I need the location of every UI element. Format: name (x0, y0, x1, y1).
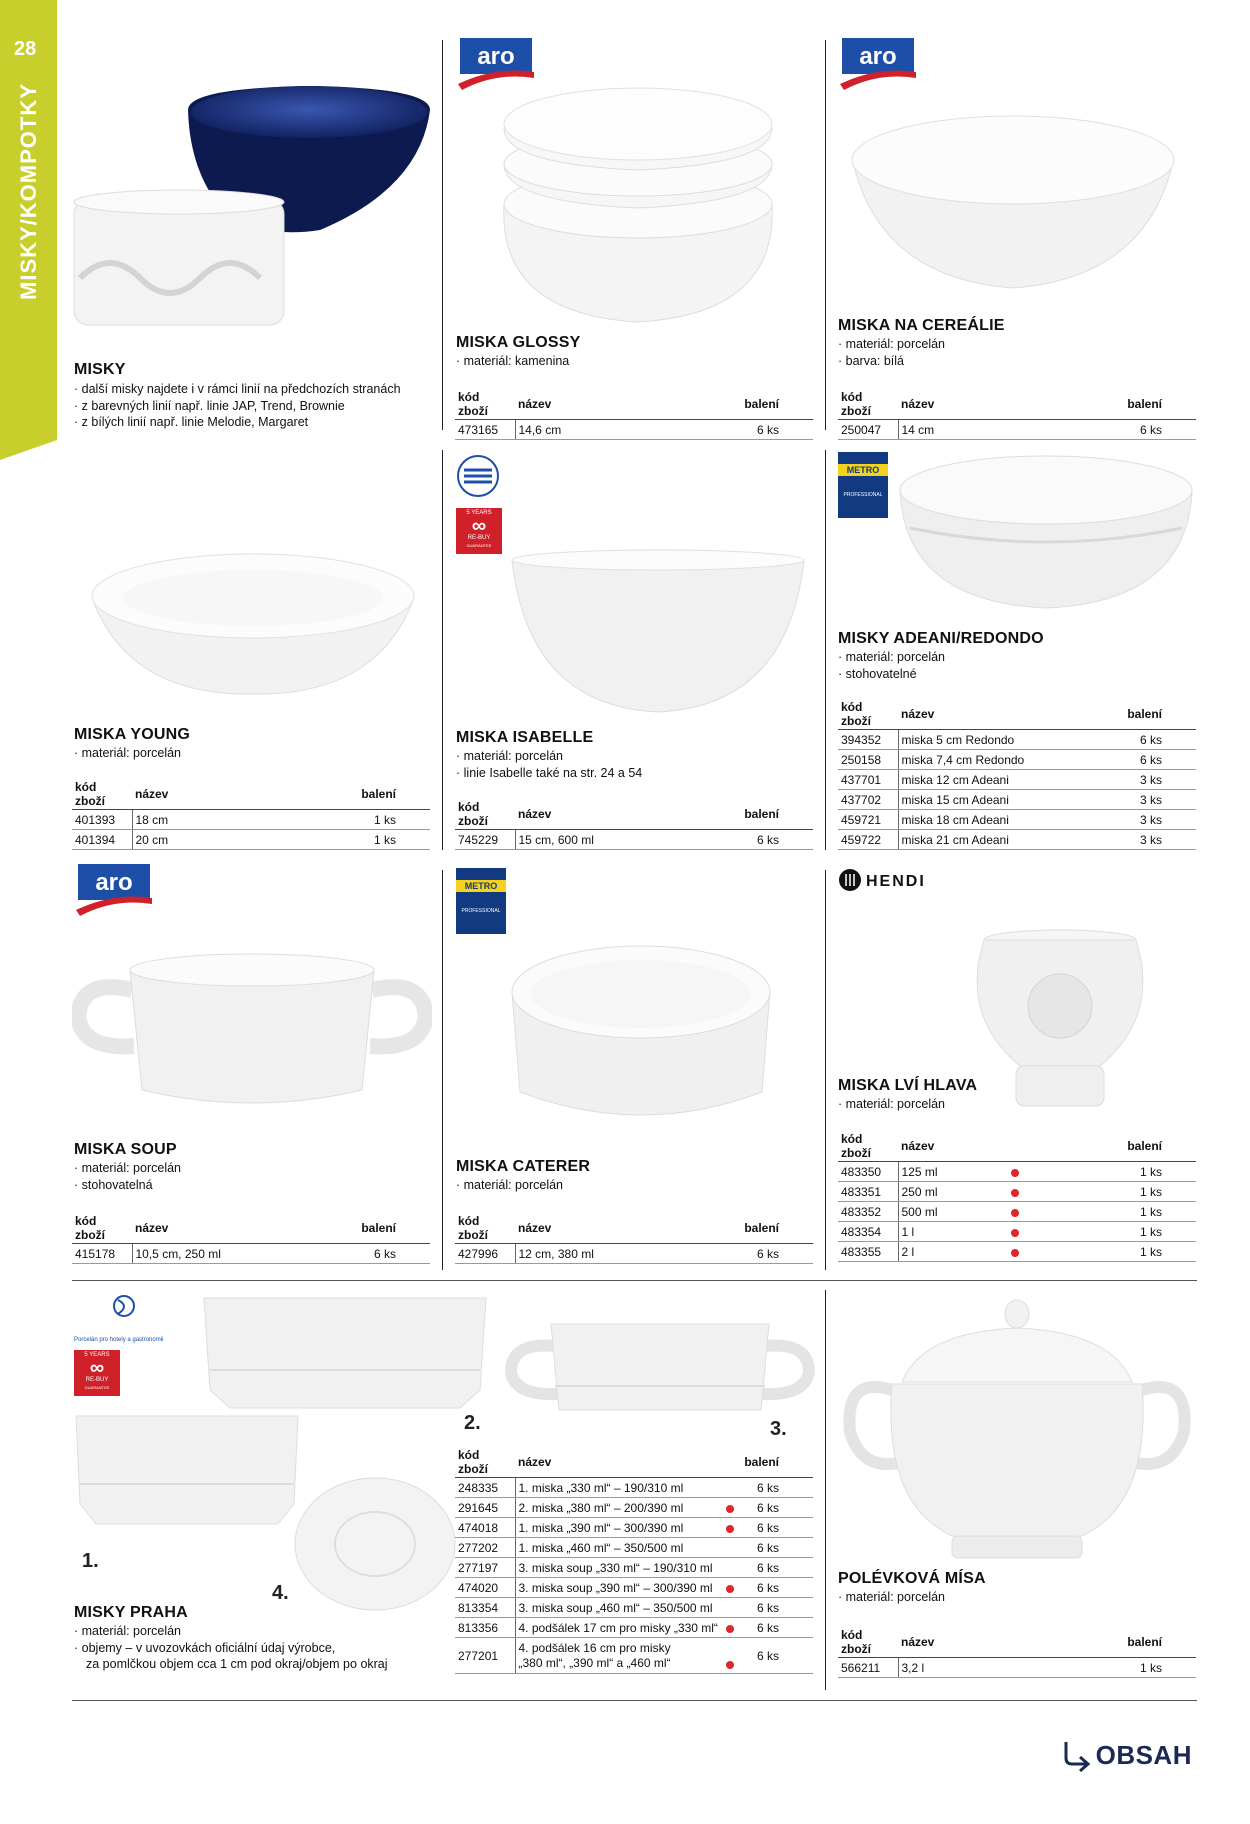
aro-logo-text: aro (477, 43, 515, 70)
table-row (838, 1162, 1196, 1182)
cerealie-bowl-image (848, 108, 1178, 298)
product-pack: 3 ks (1090, 770, 1196, 790)
rebuy-badge (456, 508, 502, 554)
isabelle-bowl-image (508, 548, 808, 718)
header-code: kód zboží (455, 1446, 515, 1478)
column-divider (825, 1290, 826, 1690)
product-pack: 1 ks (1024, 1182, 1196, 1202)
table-row (455, 1498, 813, 1518)
praha-label-3: 3. (770, 1418, 787, 1440)
table-row (838, 810, 1196, 830)
product-name: 125 ml (901, 1164, 938, 1179)
header-pack: balení (636, 388, 813, 420)
product-name: 500 ml (901, 1204, 938, 1219)
bullet: · stohovatelné (838, 666, 945, 683)
bullet: · materiál: porcelán (456, 1177, 563, 1194)
product-code: 474018 (455, 1518, 515, 1538)
header-name: název (898, 1626, 1004, 1658)
praha-bullets (74, 1623, 388, 1673)
header-name: název (515, 1446, 739, 1478)
hendi-logo-text: HENDI (866, 873, 926, 890)
table-row (455, 1578, 813, 1598)
rebuy-guarantee: GUARANTEE (466, 543, 492, 548)
new-item-dot-icon (1011, 1249, 1019, 1257)
isabelle-table (455, 798, 813, 850)
product-name: 3. miska soup „460 ml“ – 350/500 ml (515, 1598, 739, 1618)
section-title: MISKY/KOMPOTKY (16, 83, 41, 300)
arrow-down-right-icon[interactable] (1060, 1738, 1096, 1774)
product-pack: 3 ks (1090, 810, 1196, 830)
product-name: 2. miska „380 ml“ – 200/390 ml (518, 1500, 684, 1515)
lion-head-bowl-image (960, 926, 1160, 1116)
praha-bowl-1-image (72, 1412, 302, 1542)
aro-logo (838, 38, 918, 90)
praha-table (455, 1446, 813, 1674)
table-row (838, 1182, 1196, 1202)
product-pack: 1 ks (1024, 1162, 1196, 1182)
bullet: · barva: bílá (838, 353, 945, 370)
header-name: název (515, 798, 674, 830)
product-name: miska 18 cm Adeani (898, 810, 1090, 830)
product-code: 401394 (72, 830, 132, 850)
product-pack: 6 ks (739, 1498, 813, 1518)
header-code: kód zboží (72, 778, 132, 810)
langenthal-logo (456, 452, 500, 502)
product-name: 3. miska soup „390 ml“ – 300/390 ml (518, 1580, 713, 1595)
adeani-title: MISKY ADEANI/REDONDO (838, 630, 1044, 647)
bullet: · linie Isabelle také na str. 24 a 54 (456, 765, 642, 782)
praha-label-1: 1. (82, 1550, 99, 1572)
product-name: 250 ml (901, 1184, 938, 1199)
bullet: · stohovatelná (74, 1177, 181, 1194)
table-row (838, 1242, 1196, 1262)
product-pack: 6 ks (1090, 750, 1196, 770)
header-name: název (515, 388, 636, 420)
rebuy-label: RE-BUY (85, 1377, 109, 1383)
bullet-continuation: za pomlčkou objem cca 1 cm pod okraj/objem po okraj (86, 1657, 388, 1671)
product-pack: 6 ks (739, 1598, 813, 1618)
row-divider (72, 1280, 1197, 1281)
table-row (455, 1538, 813, 1558)
caterer-table (455, 1212, 813, 1264)
product-name: miska 5 cm Redondo (898, 730, 1090, 750)
cerealie-bullets (838, 336, 945, 369)
product-pack: 6 ks (1004, 420, 1196, 440)
product-pack: 6 ks (739, 1558, 813, 1578)
product-name: 18 cm (132, 810, 238, 830)
bullet: · z bílých linií např. linie Melodie, Margaret (74, 414, 401, 431)
aro-logo (74, 864, 154, 916)
praha-bowl-2-image (200, 1290, 490, 1420)
lvi-title: MISKA LVÍ HLAVA (838, 1077, 978, 1094)
lvi-bullets (838, 1096, 945, 1113)
isabelle-bullets (456, 748, 642, 781)
header-pack: balení (1004, 388, 1196, 420)
product-name: 1. miska „330 ml“ – 190/310 ml (515, 1478, 739, 1498)
product-pack: 6 ks (299, 1244, 430, 1264)
product-name: 12 cm, 380 ml (515, 1244, 674, 1264)
new-item-dot-icon (726, 1661, 734, 1669)
product-code: 483350 (838, 1162, 898, 1182)
table-row (838, 1202, 1196, 1222)
product-code: 250158 (838, 750, 898, 770)
column-divider (442, 40, 443, 430)
bullet: · materiál: porcelán (74, 1623, 388, 1640)
product-code: 483352 (838, 1202, 898, 1222)
product-code: 483355 (838, 1242, 898, 1262)
row-divider (72, 1700, 1197, 1701)
isabelle-title: MISKA ISABELLE (456, 729, 594, 746)
table-row (838, 750, 1196, 770)
product-code: 277202 (455, 1538, 515, 1558)
product-name: 3,2 l (898, 1658, 1004, 1678)
product-code: 483351 (838, 1182, 898, 1202)
product-name: 4. podšálek 17 cm pro misky „330 ml“ (518, 1620, 718, 1635)
metro-professional-logo (456, 868, 506, 934)
polevkova-table (838, 1626, 1196, 1678)
new-item-dot-icon (1011, 1189, 1019, 1197)
metro-logo-text: METRO (838, 464, 888, 476)
product-name: 1. miska „460 ml“ – 350/500 ml (515, 1538, 739, 1558)
metro-logo-text: METRO (456, 880, 506, 892)
table-row (838, 1658, 1196, 1678)
soup-title: MISKA SOUP (74, 1141, 177, 1158)
table-row (455, 1618, 813, 1638)
table-row (455, 1244, 813, 1264)
product-code: 394352 (838, 730, 898, 750)
tureen-image (842, 1292, 1192, 1572)
glossy-title: MISKA GLOSSY (456, 334, 581, 351)
table-row (838, 830, 1196, 850)
table-row (455, 830, 813, 850)
table-row (455, 1478, 813, 1498)
rebuy-years: 5 YEARS (84, 1352, 110, 1358)
product-name: 1 l (901, 1224, 915, 1239)
product-name: miska 12 cm Adeani (898, 770, 1090, 790)
table-row (838, 420, 1196, 440)
header-code: kód zboží (455, 798, 515, 830)
product-code: 427996 (455, 1244, 515, 1264)
table-row (838, 730, 1196, 750)
table-row (838, 770, 1196, 790)
table-row (72, 1244, 430, 1264)
product-code: 401393 (72, 810, 132, 830)
aro-logo (456, 38, 536, 90)
header-pack: balení (299, 1212, 430, 1244)
product-pack: 6 ks (739, 1578, 813, 1598)
header-name: název (898, 698, 1090, 730)
table-row (455, 1638, 813, 1674)
table-row (455, 1518, 813, 1538)
new-item-dot-icon (726, 1625, 734, 1633)
product-pack: 6 ks (739, 1538, 813, 1558)
header-code: kód zboží (455, 1212, 515, 1244)
metro-professional-logo (838, 452, 888, 518)
header-code: kód zboží (838, 1626, 898, 1658)
soup-bullets (74, 1160, 181, 1193)
product-name: 15 cm, 600 ml (515, 830, 674, 850)
table-row (72, 830, 430, 850)
column-divider (825, 870, 826, 1270)
product-pack: 1 ks (1024, 1222, 1196, 1242)
bullet: · materiál: porcelán (838, 649, 945, 666)
product-code: 813354 (455, 1598, 515, 1618)
product-name: 14 cm (898, 420, 1004, 440)
product-code: 483354 (838, 1222, 898, 1242)
product-name: miska 15 cm Adeani (898, 790, 1090, 810)
new-item-dot-icon (726, 1585, 734, 1593)
column-divider (825, 40, 826, 430)
product-pack: 3 ks (1090, 830, 1196, 850)
praha-label-4: 4. (272, 1582, 289, 1604)
hendi-logo (838, 868, 948, 894)
product-code: 437702 (838, 790, 898, 810)
column-divider (442, 450, 443, 850)
table-row (455, 420, 813, 440)
metro-logo-sub: PROFESSIONAL (843, 492, 883, 498)
product-code: 813356 (455, 1618, 515, 1638)
product-name: 2 l (901, 1244, 915, 1259)
header-pack: balení (674, 1212, 813, 1244)
product-name: 14,6 cm (515, 420, 636, 440)
product-code: 459722 (838, 830, 898, 850)
product-code: 437701 (838, 770, 898, 790)
product-code: 415178 (72, 1244, 132, 1264)
header-name: název (132, 778, 238, 810)
table-row (455, 1598, 813, 1618)
product-name: 1. miska „390 ml“ – 300/390 ml (518, 1520, 684, 1535)
product-code: 277201 (455, 1638, 515, 1674)
product-pack: 6 ks (739, 1518, 813, 1538)
bullet: · materiál: porcelán (838, 1589, 945, 1606)
aro-logo-text: aro (859, 43, 897, 70)
bullet: · materiál: porcelán (838, 336, 945, 353)
product-code: 248335 (455, 1478, 515, 1498)
polevkova-bullets (838, 1589, 945, 1606)
product-name-line2: „380 ml“, „390 ml“ a „460 ml“ (518, 1655, 671, 1670)
product-name-line1: 4. podšálek 16 cm pro misky (518, 1640, 671, 1655)
page-number: 28 (14, 38, 37, 60)
header-name: název (515, 1212, 674, 1244)
column-divider (442, 870, 443, 1270)
table-row (838, 790, 1196, 810)
young-table (72, 778, 430, 850)
header-code: kód zboží (455, 388, 515, 420)
rebuy-years: 5 YEARS (466, 510, 492, 516)
aro-logo-text: aro (95, 869, 133, 896)
product-name: miska 7,4 cm Redondo (898, 750, 1090, 770)
cerealie-title: MISKA NA CEREÁLIE (838, 317, 1005, 334)
column-divider (825, 450, 826, 850)
caterer-title: MISKA CATERER (456, 1158, 591, 1175)
header-code: kód zboží (838, 1130, 898, 1162)
header-pack: balení (1090, 698, 1196, 730)
glossy-bowls-image (498, 84, 778, 334)
product-pack: 6 ks (739, 1618, 813, 1638)
new-item-dot-icon (726, 1505, 734, 1513)
praha-saucer-4-image (290, 1474, 460, 1614)
bullet: · materiál: porcelán (74, 745, 181, 762)
product-pack: 6 ks (1090, 730, 1196, 750)
product-code: 473165 (455, 420, 515, 440)
infinity-icon: ∞ (471, 515, 487, 537)
product-name: 20 cm (132, 830, 238, 850)
product-code: 459721 (838, 810, 898, 830)
soup-table (72, 1212, 430, 1264)
misky-bowls-image (70, 78, 440, 338)
product-pack: 6 ks (674, 1244, 813, 1264)
table-row (72, 810, 430, 830)
header-pack: balení (1024, 1130, 1196, 1162)
bullet: · objemy – v uvozovkách oficiální údaj výrobce, (74, 1640, 388, 1657)
header-name: název (898, 1130, 1024, 1162)
header-code: kód zboží (72, 1212, 132, 1244)
bullet: · materiál: porcelán (74, 1160, 181, 1177)
product-pack: 6 ks (739, 1638, 813, 1674)
benedikt-tagline: Porcelán pro hotely a gastronomii (74, 1337, 164, 1343)
caterer-bowl-image (506, 942, 776, 1132)
product-code: 745229 (455, 830, 515, 850)
header-name: název (898, 388, 1004, 420)
product-pack: 3 ks (1090, 790, 1196, 810)
soup-bowl-image (72, 950, 432, 1120)
glossy-table (455, 388, 813, 440)
contents-link[interactable]: OBSAH (1095, 1740, 1192, 1770)
header-pack: balení (739, 1446, 813, 1478)
header-pack: balení (1004, 1626, 1196, 1658)
glossy-bullets (456, 353, 569, 370)
rebuy-badge (74, 1350, 120, 1396)
header-pack: balení (238, 778, 430, 810)
product-pack: 1 ks (238, 810, 430, 830)
product-code: 474020 (455, 1578, 515, 1598)
young-bullets (74, 745, 181, 762)
new-item-dot-icon (726, 1525, 734, 1533)
new-item-dot-icon (1011, 1169, 1019, 1177)
praha-soup-bowl-3-image (505, 1316, 815, 1426)
product-pack: 6 ks (674, 830, 813, 850)
product-pack: 1 ks (1004, 1658, 1196, 1678)
lvi-table (838, 1130, 1196, 1262)
header-code: kód zboží (838, 388, 898, 420)
product-code: 250047 (838, 420, 898, 440)
header-name: název (132, 1212, 299, 1244)
table-row (838, 1222, 1196, 1242)
new-item-dot-icon (1011, 1229, 1019, 1237)
bullet: · materiál: kamenina (456, 353, 569, 370)
praha-label-2: 2. (464, 1412, 481, 1434)
product-code: 291645 (455, 1498, 515, 1518)
young-bowl-image (88, 548, 418, 698)
praha-title: MISKY PRAHA (74, 1604, 188, 1621)
product-code: 566211 (838, 1658, 898, 1678)
adeani-bullets (838, 649, 945, 682)
header-pack: balení (674, 798, 813, 830)
caterer-bullets (456, 1177, 563, 1194)
polevkova-title: POLÉVKOVÁ MÍSA (838, 1570, 986, 1587)
product-pack: 1 ks (1024, 1242, 1196, 1262)
benedikt-logo (96, 1292, 186, 1332)
misky-bullets (74, 381, 401, 431)
metro-logo-sub: PROFESSIONAL (461, 908, 501, 914)
product-code: 277197 (455, 1558, 515, 1578)
header-code: kód zboží (838, 698, 898, 730)
infinity-icon: ∞ (89, 1357, 105, 1379)
bullet: · další misky najdete i v rámci linií na předchozích stranách (74, 381, 401, 398)
bullet: · materiál: porcelán (838, 1096, 945, 1113)
product-name: 10,5 cm, 250 ml (132, 1244, 299, 1264)
product-pack: 1 ks (1024, 1202, 1196, 1222)
rebuy-label: RE-BUY (467, 535, 491, 541)
cerealie-table (838, 388, 1196, 440)
rebuy-guarantee: GUARANTEE (84, 1385, 110, 1390)
product-pack: 6 ks (636, 420, 813, 440)
product-pack: 1 ks (238, 830, 430, 850)
bullet: · z barevných linií např. linie JAP, Trend, Brownie (74, 398, 401, 415)
new-item-dot-icon (1011, 1209, 1019, 1217)
bullet: · materiál: porcelán (456, 748, 642, 765)
product-pack: 6 ks (739, 1478, 813, 1498)
adeani-table (838, 698, 1196, 850)
young-title: MISKA YOUNG (74, 726, 190, 743)
table-row (455, 1558, 813, 1578)
misky-title: MISKY (74, 361, 126, 378)
adeani-bowl-image (896, 452, 1196, 612)
product-name: miska 21 cm Adeani (898, 830, 1090, 850)
product-name: 3. miska soup „330 ml“ – 190/310 ml (515, 1558, 739, 1578)
